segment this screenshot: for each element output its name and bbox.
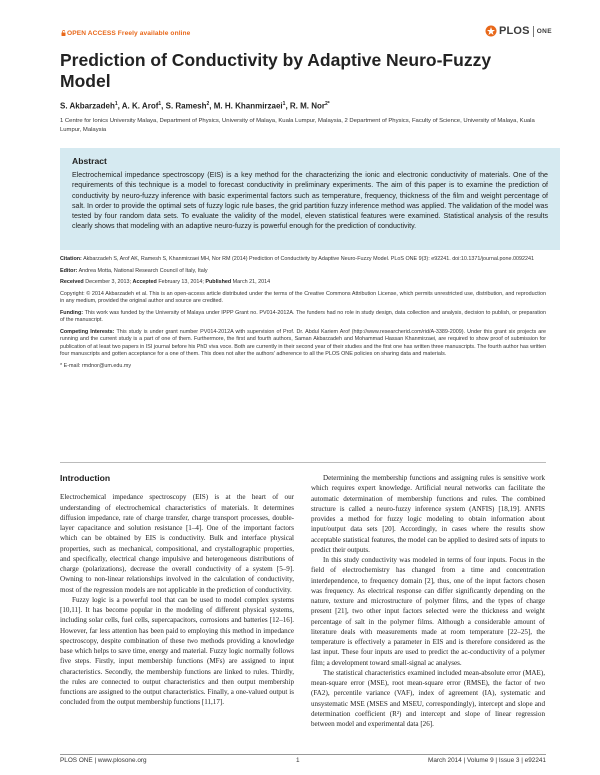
logo-divider <box>533 26 534 37</box>
open-access-badge <box>61 30 190 37</box>
citation: Citation: Akbarzadeh S, Arof AK, Ramesh S, Khanmirzaei MH, Nor RM (2014) Prediction of Conductivity by Adaptive Neuro-Fuzzy Model. PLoS ONE 9(3): e92241. doi:10.1371/journal.pone.0092241 <box>60 256 535 262</box>
body-paragraph: In this study conductivity was modeled in terms of four inputs. Focus in the field of electrochemistry has changed from a time and concentration interdependence, to frequency domain [2], thus, one of the input factors chosen was frequency. As electrical response can differ significantly depending on the nature, texture and microstructure of polymer films, and the types of charge present [21], two other input factors selected were the thickness and weight percentage of salt in the polymer films. Although a considerable amount of literature deals with measurements made at room temperature [22–25], the temperature is effectively a parameter in EIS and is therefore considered as the last input. These four inputs are used to predict the ac-conductivity of a polymer film; a development toward small-signal ac analyses. <box>311 556 545 667</box>
author-name: S. Ramesh <box>165 101 207 111</box>
article-title: Prediction of Conductivity by Adaptive Neuro-Fuzzy Model <box>60 50 492 91</box>
plos-logo-icon <box>485 25 497 37</box>
author-name: M. H. Khanmirzaei <box>213 101 283 111</box>
footer-journal-site[interactable]: PLOS ONE | www.plosone.org <box>60 757 147 764</box>
body-paragraph: Fuzzy logic is a powerful tool that can be used to model complex systems [10,11]. It has become popular in the modeling of different physical systems, including solar cells, fuel cells, supercapacitors, corrosions and batteries [12–16]. However, far less attention has been paid to employing this method in impedance spectroscopy, despite combination of these two methods providing a knowledge base which helps to save time, energy and material. Fuzzy logic normally follows five steps. Firstly, input membership functions (MFs) are assigned to input characteristics. Secondly, the membership functions are linked to rules. Thirdly, the rules are connected to output characteristics and then output membership functions are assigned to the output characteristics. Finally, a one-valued output is concluded from the output membership functions [11,17]. <box>60 595 294 707</box>
copyright: Copyright: © 2014 Akbarzadeh et al. This is an open-access article distributed under the terms of the Creative Commons Attribution License, which permits unrestricted use, distribution, and reproduction in any medium, provided the original author and source are credited. <box>60 290 546 305</box>
section-heading-introduction: Introduction <box>60 473 111 483</box>
competing-interests: Competing Interests: This study is under grant number PV014-2012A with supervision of Prof. Dr. Abdul Kariem Arof (http://www.researcherid.com/rid/A-3389-2009). Under this grant six projects are running and the current study is a part of one of them. Furthermore, the first and fourth authors, Saman Akbarzadeh and Mohammad Hassan Khanmirzaei, are required to show proof of submission for publication of at least two papers in ISI journal before his PhD viva voce. Both are currently in their second year of their studies and the first one has written three manuscripts. The fourth author has written four manuscripts and gotten acceptance for a one of them. This does not alter the authors' adherence to all the PLOS ONE policies on sharing data and materials. <box>60 328 546 357</box>
funding: Funding: This work was funded by the University of Malaya under IPPP Grant no. PV014-2012A. The funders had no role in study design, data collection and analysis, decision to publish, or preparation of the manuscript. <box>60 309 546 324</box>
left-column <box>60 473 294 708</box>
abstract-heading: Abstract <box>72 156 107 166</box>
author-name: A. K. Arof <box>121 101 159 111</box>
body-paragraph: Determining the membership functions and assigning rules is sensitive work which requires expert knowledge. Artificial neural networks can facilitate the automatic determination of membership functions and rules. The combined structure is called a neuro-fuzzy inference system (ANFIS) [18,19]. ANFIS provides a method for fuzzy logic modeling to obtain information about input/output data sets [20]. Accordingly, in cases where the results show acceptable statistical features, the model can be applied to desired sets of inputs to predict their outputs. <box>311 474 545 554</box>
affiliations: 1 Centre for Ionics University Malaya, Department of Physics, University of Malaya, Kuala Lumpur, Malaysia, 2 Department of Physics, Faculty of Science, University of Malaya, Kuala Lumpur, Malaysia <box>60 118 535 133</box>
footer-page-number: 1 <box>296 757 300 764</box>
plos-wordmark: PLOS <box>498 25 530 37</box>
open-lock-icon <box>61 30 66 36</box>
corresponding-email[interactable]: * E-mail: rmdnor@um.edu.my <box>60 362 132 369</box>
one-wordmark: ONE <box>536 27 552 35</box>
dates: Received December 3, 2013; Accepted February 13, 2014; Published March 21, 2014 <box>60 279 271 286</box>
editor: Editor: Andrea Motta, National Research Council of Italy, Italy <box>60 267 208 274</box>
author-name: R. M. Nor <box>289 101 325 111</box>
right-column <box>311 473 545 729</box>
abstract-text: Electrochemical impedance spectroscopy (EIS) is a key method for the characterizing the ionic and electronic conductivity of materials. One of the requirements of this technique is a model to forecast conductivity in preliminary experiments. The aim of this paper is to examine the prediction of conductivity by neuro-fuzzy inference with basic experimental factors such as temperature, frequency, thickness of the film and weight percentage of salt. In order to provide the optimal sets of fuzzy logic rule bases, the grid partition fuzzy inference method was applied. The validation of the model was tested by four random data sets. To evaluate the validity of the model, eleven statistical features were examined. Statistical analysis of the results clearly shows that modeling with an adaptive neuro-fuzzy is powerful enough for the prediction of conductivity. <box>72 171 548 231</box>
author-name: S. Akbarzadeh <box>60 101 115 111</box>
body-paragraph: The statistical characteristics examined included mean-absolute error (MAE), mean-square error (MSE), root mean-square error (RMSE), the factor of two (FA2), percentile variance (VAF), index of agreement (IA), systematic and unsystematic MSE (MSES and MSEU, correspondingly), intercept and slope and determination coefficient (R²) and intercept and slope of linear regression between model and experimental data [26]. <box>311 668 545 728</box>
body-paragraph: Electrochemical impedance spectroscopy (EIS) is at the heart of our understanding of electrochemical characteristics of materials. It determines diffusion impedance, rate of charge transfer, charge transport processes, double-layer capacitance and solution resistance [1–4]. One of the important factors which can be obtained by EIS is conductivity. Bulk and interface physical properties, such as mechanical, compositional, and crystallographic properties, and specifically, electrical change impulsive and heterogeneous distributions of charge (polarizations), decrease the overall conductivity of a system [5–9]. Owning to non-linear relationships involved in the calculation of conductivity, most of the regression models are not applicable in the prediction of conductivity. <box>60 493 294 594</box>
footer-divider <box>60 754 546 755</box>
divider <box>60 462 546 463</box>
plos-one-logo <box>485 25 552 37</box>
abstract-box <box>60 148 560 250</box>
footer-issue: March 2014 | Volume 9 | Issue 3 | e92241 <box>428 757 546 764</box>
open-access-label: OPEN ACCESS Freely available online <box>67 30 191 37</box>
author-list: S. Akbarzadeh$^1$, A. K. Arof$^1$, S. Ramesh$^2$, M. H. Khanmirzaei$^1$, R. M. Nor$^{2*}$ <box>60 101 330 111</box>
article-metadata <box>60 256 546 374</box>
